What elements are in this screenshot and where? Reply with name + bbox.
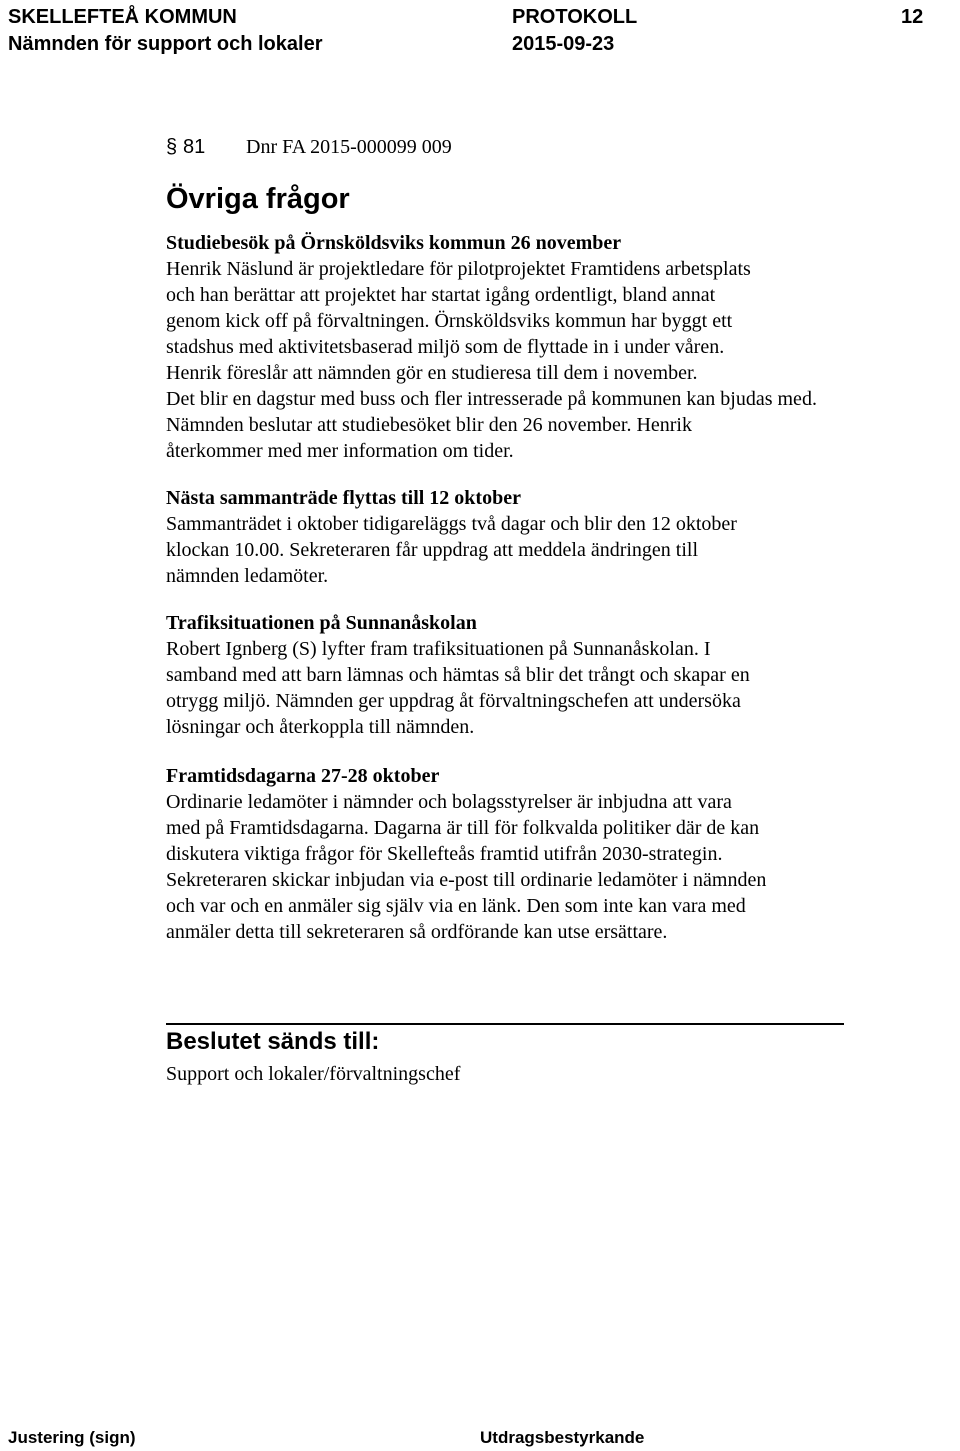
item-text-line: Nämnden beslutar att studiebesöket blir den 26 november. Henrik [166, 414, 692, 436]
item-text-line: Henrik Näslund är projektledare för pilotprojektet Framtidens arbetsplats [166, 258, 751, 280]
agenda-item-study-visit [166, 230, 866, 464]
item-text-line: samband med att barn lämnas och hämtas så blir det trångt och skapar en [166, 664, 750, 686]
item-text-line: och var och en anmäler sig själv via en länk. Den som inte kan vara med [166, 895, 746, 917]
signature-divider [166, 1023, 844, 1025]
item-text-line: med på Framtidsdagarna. Dagarna är till för folkvalda politiker där de kan [166, 817, 760, 839]
agenda-item-next-meeting [166, 485, 866, 589]
section-symbol: § [166, 136, 178, 158]
agenda-item-future-days [166, 763, 866, 945]
document-type: PROTOKOLL [512, 6, 638, 28]
diary-reference: Dnr FA 2015-000099 009 [246, 136, 452, 158]
footer-utdragsbestyrkande: Utdragsbestyrkande [480, 1428, 645, 1447]
item-text-line: Henrik föreslår att nämnden gör en studieresa till dem i november. [166, 362, 698, 384]
footer-justering: Justering (sign) [8, 1428, 136, 1447]
item-text-line: klockan 10.00. Sekreteraren får uppdrag att meddela ändringen till [166, 539, 699, 561]
item-text-line: lösningar och återkoppla till nämnden. [166, 716, 475, 738]
page-number: 12 [901, 6, 924, 28]
item-text-line: anmäler detta till sekreteraren så ordförande kan utse ersättare. [166, 921, 668, 943]
page-title: Övriga frågor [166, 183, 350, 215]
meeting-date: 2015-09-23 [512, 33, 615, 55]
item-heading: Framtidsdagarna 27-28 oktober [166, 765, 440, 787]
item-text-line: Sekreteraren skickar inbjudan via e-post till ordinarie ledamöter i nämnden [166, 869, 767, 891]
item-heading: Studiebesök på Örnsköldsviks kommun 26 november [166, 232, 622, 254]
item-text-line: Sammanträdet i oktober tidigareläggs två dagar och blir den 12 oktober [166, 513, 737, 535]
item-heading: Trafiksituationen på Sunnanåskolan [166, 612, 477, 634]
distribution-title: Beslutet sänds till: [166, 1028, 380, 1055]
item-text-line: och han berättar att projektet har startat igång ordentligt, bland annat [166, 284, 716, 306]
item-text-line: Det blir en dagstur med buss och fler intresserade på kommunen kan bjudas med. [166, 388, 817, 410]
item-text-line: nämnden ledamöter. [166, 565, 329, 587]
item-text-line: diskutera viktiga frågor för Skellefteås framtid utifrån 2030-strategin. [166, 843, 723, 865]
item-text-line: Ordinarie ledamöter i nämnder och bolagsstyrelser är inbjudna att vara [166, 791, 732, 813]
committee-name: Nämnden för support och lokaler [8, 33, 323, 55]
item-text-line: Robert Ignberg (S) lyfter fram trafiksituationen på Sunnanåskolan. I [166, 638, 711, 660]
section-number: 81 [183, 136, 206, 158]
item-text-line: genom kick off på förvaltningen. Örnsköldsviks kommun har byggt ett [166, 310, 733, 332]
item-heading: Nästa sammanträde flyttas till 12 oktober [166, 487, 521, 509]
agenda-item-traffic [166, 610, 866, 740]
distribution-recipients: Support och lokaler/förvaltningschef [166, 1063, 461, 1085]
item-text-line: stadshus med aktivitetsbaserad miljö som de flyttade in i under våren. [166, 336, 725, 358]
organization-name: SKELLEFTEÅ KOMMUN [8, 6, 237, 28]
item-text-line: återkommer med mer information om tider. [166, 440, 514, 462]
item-text-line: otrygg miljö. Nämnden ger uppdrag åt förvaltningschefen att undersöka [166, 690, 741, 712]
